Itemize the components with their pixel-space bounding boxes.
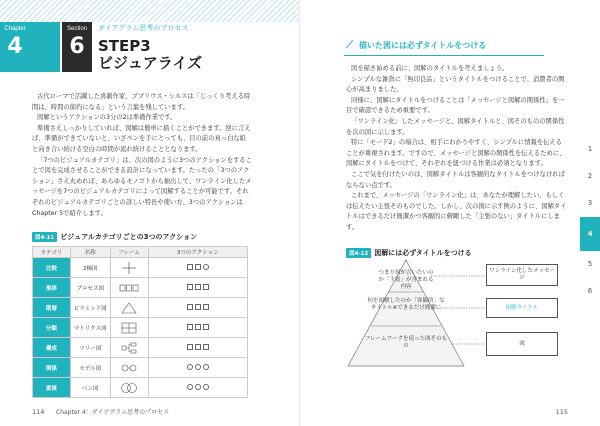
left-body <box>32 92 252 219</box>
category-cell: 構成 <box>33 338 71 358</box>
chapter-label: Chapter <box>4 26 26 32</box>
chapter-number: 4 <box>7 34 23 59</box>
paragraph: 同様に、図解にタイトルをつけることは「メッセージと図解の関係性」を一目で確認できるため重要です。 <box>346 96 565 115</box>
table-row <box>33 338 248 358</box>
tree-icon <box>121 342 137 354</box>
category-cell: 重複 <box>33 378 71 398</box>
name-cell: 2軸図 <box>70 258 110 278</box>
chapter-tab-2[interactable]: 2 <box>587 172 593 180</box>
pyramid-bottom-label: フレームワークを使った図そのもの <box>364 336 448 349</box>
action-cell <box>148 258 248 278</box>
action-icon <box>187 364 193 370</box>
running-footer: Chapter 4：ダイアグラム思考のプロセス <box>56 409 170 416</box>
section-number: 6 <box>69 34 85 59</box>
name-cell: ピラミッド図 <box>70 298 110 318</box>
chapter-badge <box>0 22 30 72</box>
action-icon <box>187 264 193 270</box>
two-axis-icon <box>121 261 137 275</box>
section-label: Section <box>66 26 87 32</box>
figure-tag: 図4-11 <box>32 232 57 242</box>
action-icon <box>187 324 193 330</box>
pyramid-mid-label: 何を図解したのか「客観的」なタイトル※できるだけ簡潔に <box>367 298 445 311</box>
paragraph: これまで、メッセージの「ワンライン化」は、あなたが理解したい、もしくは伝えたい主張そのものでした。しかし、次の図に示す例のように、図解タイトルはできるだけ簡潔かつ客観的に俯瞰した「主張のない」タイトルにします。 <box>346 192 567 231</box>
message-box: ワンライン化したメッセージ <box>486 264 558 286</box>
col-header: 3つのアクション <box>148 247 248 258</box>
name-cell: プロセス図 <box>70 278 110 298</box>
frame-cell <box>110 378 148 398</box>
frame-cell <box>110 298 148 318</box>
page-number-left: 114 <box>32 408 45 416</box>
col-header: フレーム <box>110 247 148 258</box>
chapter-tab-5[interactable]: 5 <box>587 260 593 268</box>
chapter-tab-1[interactable]: 1 <box>587 145 593 153</box>
matrix-icon <box>121 322 137 334</box>
col-header: 名称 <box>70 247 110 258</box>
name-cell: ツリー図 <box>70 338 110 358</box>
action-icon <box>195 384 201 390</box>
chapter-tab-4[interactable]: 4 <box>580 217 600 251</box>
figure-title: 図解には必ずタイトルをつける <box>374 249 472 257</box>
right-body <box>346 64 568 234</box>
action-icon <box>195 284 201 290</box>
page-number-right: 115 <box>555 408 568 416</box>
pyramid-diagram <box>346 248 576 376</box>
action-icon <box>187 384 193 390</box>
table-row <box>33 318 248 338</box>
category-cell: 比較 <box>33 258 71 278</box>
frame-cell <box>110 358 148 378</box>
category-cell: 推移 <box>33 278 71 298</box>
paragraph: シンプルな雑貨に「無印良品」というタイトルをつけることで、消費者の関心が高まりました。 <box>346 75 565 94</box>
action-icon <box>187 284 193 290</box>
right-page <box>300 0 600 426</box>
paragraph: 「7つのビジュアルカテゴリ」は、次の図のように3つのアクションをすることで図を完成させることができる設計になっています。たったの「3つのアクション」さえ丸めれば、あらゆるモノゴトから抽出して、ワンライン化したメッセージを7つのビジュアルカテゴリによって図解することが可能です。それぞれのビジュアルカテゴリごとの詳しい特長や使い方、3つのアクションはChapter 5で紹介します。 <box>32 156 252 217</box>
action-icon <box>195 364 201 370</box>
heading-text: 描いた図には必ずタイトルをつける <box>359 41 487 50</box>
action-icon <box>203 284 209 290</box>
action-cell <box>148 278 248 298</box>
venn-icon <box>120 382 138 394</box>
heading-rule <box>344 55 544 56</box>
figure-tag: 図4-12 <box>346 248 371 258</box>
table-row <box>33 298 248 318</box>
name-cell: モデル図 <box>70 358 110 378</box>
figure-caption <box>32 232 197 242</box>
diagram-box: 図 <box>486 332 558 356</box>
section-subtitle: ダイアグラム思考のプロセス <box>98 24 189 32</box>
chapter-tab-3[interactable]: 3 <box>587 199 593 207</box>
page-title-line1: STEP3 <box>98 37 151 55</box>
paragraph: 特に「モード2」の場合は、相手にわかりやすく、シンプルに情報を伝えることが重視されます。ですので、メッセージと図解の関係性を伝えるために、図解にタイトルをつけて、それぞれを紐づける作業は必須となります。 <box>346 139 566 168</box>
action-icon <box>195 344 201 350</box>
table-row <box>33 258 248 278</box>
action-icon <box>187 304 193 310</box>
paragraph: 図解というアクションの3分の2は準備作業です。 <box>37 114 177 122</box>
slash-icon: ⟋ <box>346 40 353 51</box>
paragraph: ここで気を付けたいのは、図解タイトルは客観的なタイトルをつけなければならない点です。 <box>346 170 565 189</box>
category-cell: 分類 <box>33 318 71 338</box>
action-cell <box>148 298 248 318</box>
paragraph: 図を描き始める前に、図解のタイトルを考えましょう。 <box>351 65 509 72</box>
model-icon <box>121 362 137 374</box>
chapter-tab-6[interactable]: 6 <box>587 287 593 295</box>
action-icon <box>195 264 201 270</box>
frame-cell <box>110 278 148 298</box>
page-title-line2: ビジュアライズ <box>98 54 203 72</box>
table-header <box>33 247 248 258</box>
paragraph: 準備さえしっかりしていれば、図解は簡単に描くことができます。逆に言えば、準備ができていないと、いざペンを手にとっても、目の前の真っ白な紙と向き合い続ける空白の時間が流れ続けることとなります。 <box>32 124 251 153</box>
action-cell <box>148 358 248 378</box>
col-header: カテゴリ <box>33 247 71 258</box>
pyramid-top-label: つまり何が言いたいのか「主張」が含まれる内容 <box>378 270 434 290</box>
action-icon <box>203 304 209 310</box>
pyramid-icon <box>121 302 137 314</box>
action-cell <box>148 338 248 358</box>
action-icon <box>187 344 193 350</box>
frame-cell <box>110 338 148 358</box>
chapter-index-tabs <box>580 136 600 305</box>
action-cell <box>148 318 248 338</box>
paragraph: 古代ローマで活躍した喜劇作家、プブリウス・シルスは「じっくり考える時間は、時間の節約になる」という言葉を残しています。 <box>32 93 251 111</box>
action-icon <box>203 344 209 350</box>
action-icon <box>195 324 201 330</box>
name-cell: マトリクス図 <box>70 318 110 338</box>
action-icon <box>203 364 209 370</box>
category-cell: 階層 <box>33 298 71 318</box>
action-icon <box>195 304 201 310</box>
title-box: 図解タイトル <box>486 298 558 318</box>
figure-title: ビジュアルカテゴリごとの3つのアクション <box>60 233 198 241</box>
header-pattern <box>0 0 300 22</box>
table-row <box>33 378 248 398</box>
action-icon <box>203 384 209 390</box>
process-icon <box>119 283 139 293</box>
frame-cell <box>110 318 148 338</box>
action-icon <box>203 264 209 270</box>
paragraph: 「ワンライン化」したメッセージと、図解タイトルと、図そのものの関係性を次の図に示します。 <box>346 117 565 136</box>
category-table <box>32 246 248 398</box>
name-cell: ベン図 <box>70 378 110 398</box>
table-row <box>33 358 248 378</box>
action-cell <box>148 378 248 398</box>
section-badge <box>62 22 92 72</box>
table-row <box>33 278 248 298</box>
frame-cell <box>110 258 148 278</box>
section-heading <box>346 40 486 51</box>
chapter-badge-fill <box>30 22 60 72</box>
action-icon <box>203 324 209 330</box>
category-cell: 関係 <box>33 358 71 378</box>
